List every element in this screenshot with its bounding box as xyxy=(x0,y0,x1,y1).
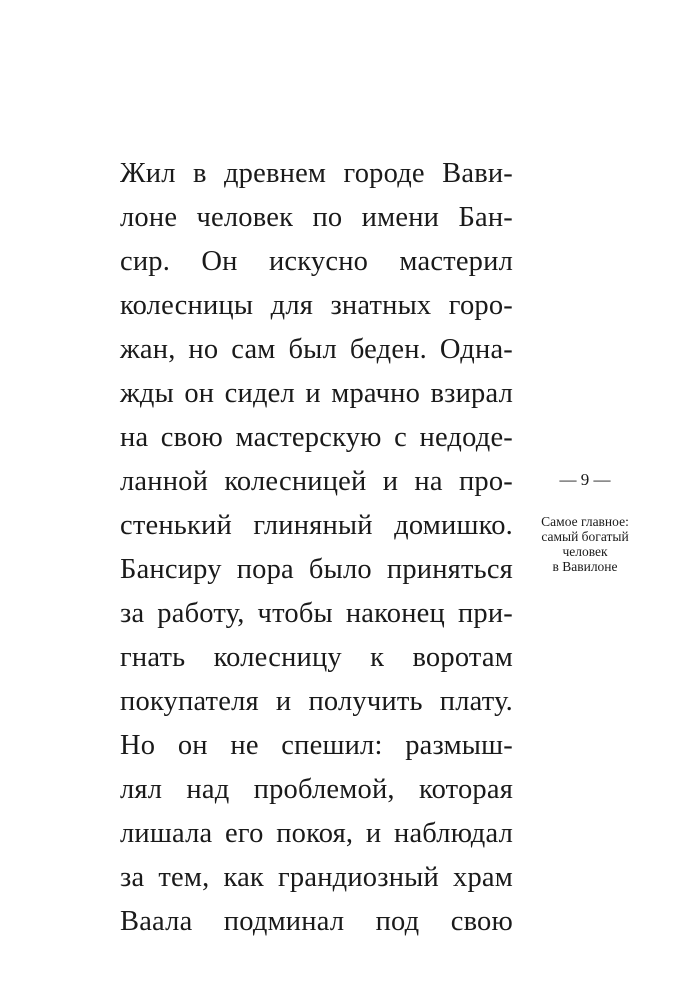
running-head-line: Самое главное: xyxy=(541,514,629,529)
text-line: за работу, чтобы наконец при- xyxy=(120,598,513,629)
text-line: Ваала подминал под свою xyxy=(120,906,513,937)
text-line: Бансиру пора было приняться xyxy=(120,554,513,585)
text-line: сир. Он искусно мастерил xyxy=(120,246,513,277)
running-head xyxy=(510,514,660,574)
text-line: лоне человек по имени Бан- xyxy=(120,202,513,233)
text-line: покупателя и получить плату. xyxy=(120,686,513,717)
text-line: стенький глиняный домишко. xyxy=(120,510,513,541)
text-line: лял над проблемой, которая xyxy=(120,774,513,805)
page-number: — 9 — xyxy=(559,470,611,489)
running-head-line: человек xyxy=(562,544,608,559)
text-line: гнать колесницу к воротам xyxy=(120,642,513,673)
body-text xyxy=(120,152,513,944)
running-head-line: самый богатый xyxy=(541,529,629,544)
text-line: на свою мастерскую с недоде- xyxy=(120,422,513,453)
text-line: за тем, как грандиозный храм xyxy=(120,862,513,893)
text-line: колесницы для знатных горо- xyxy=(120,290,513,321)
text-line: ланной колесницей и на про- xyxy=(120,466,513,497)
text-line: жды он сидел и мрачно взирал xyxy=(120,378,513,409)
text-line: жан, но сам был беден. Одна- xyxy=(120,334,513,365)
running-head-line: в Вавилоне xyxy=(552,559,618,574)
text-line: лишала его покоя, и наблюдал xyxy=(120,818,513,849)
text-line: Но он не спешил: размыш- xyxy=(120,730,513,761)
text-line: Жил в древнем городе Вави- xyxy=(120,158,513,189)
